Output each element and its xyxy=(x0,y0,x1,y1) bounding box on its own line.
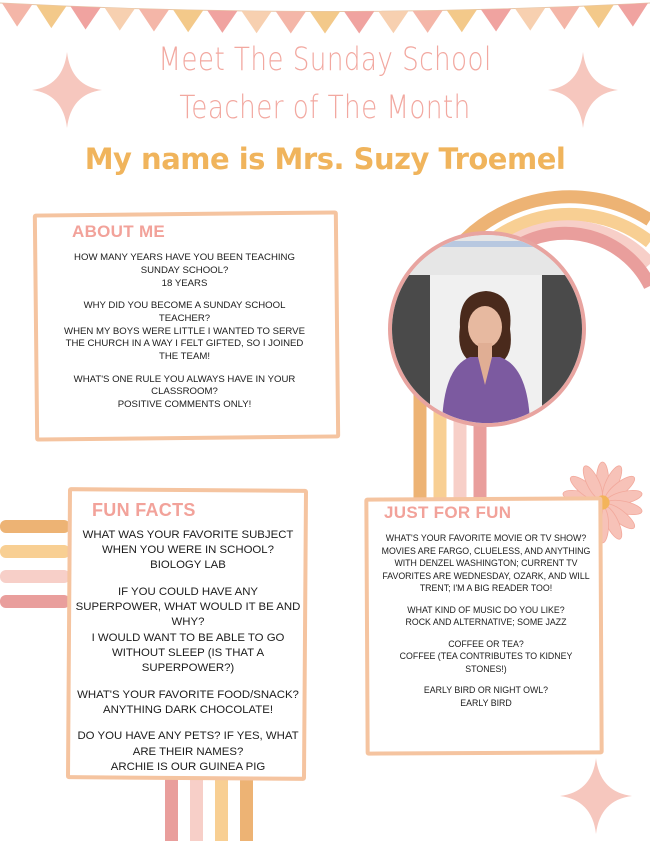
qa-question: DO YOU HAVE ANY PETS? IF YES, WHAT ARE THEIR NAMES? xyxy=(77,730,299,758)
fun-facts-title: FUN FACTS xyxy=(92,500,196,520)
bunting-flag xyxy=(549,6,579,29)
qa-question: COFFEE OR TEA? xyxy=(448,638,524,649)
qa-question: EARLY BIRD OR NIGHT OWL? xyxy=(423,685,549,696)
qa-answer: COFFEE (TEA CONTRIBUTES TO KIDNEY STONES!) xyxy=(399,651,573,674)
qa-answer: I WOULD WANT TO BE ABLE TO GO WITHOUT SLEEP (IS THAT A SUPERPOWER?) xyxy=(91,631,285,675)
bunting-flag xyxy=(207,10,237,32)
bunting-flag xyxy=(584,5,614,28)
bunting-flag xyxy=(344,11,374,33)
bunting-flag xyxy=(36,5,66,28)
qa-answer: ANYTHING DARK CHOCOLATE! xyxy=(102,703,274,716)
qa-answer: POSITIVE COMMENTS ONLY! xyxy=(117,399,252,411)
qa-question: WHAT'S ONE RULE YOU ALWAYS HAVE IN YOUR CLASSROOM? xyxy=(73,373,296,398)
qa-question: WHAT'S YOUR FAVORITE MOVIE OR TV SHOW? xyxy=(385,533,587,543)
qa-answer: WHEN MY BOYS WERE LITTLE I WANTED TO SERVE THE CHURCH IN A WAY I FELT GIFTED, SO I JOINED THE TEAM! xyxy=(64,325,305,363)
qa-answer: EARLY BIRD xyxy=(460,697,512,708)
stripe-decoration xyxy=(0,520,70,620)
bunting-flag xyxy=(173,10,203,33)
bunting-flag xyxy=(105,8,135,31)
bunting-decoration xyxy=(0,0,650,45)
qa-answer: 18 YEARS xyxy=(161,277,208,289)
just-for-fun-body xyxy=(378,532,594,710)
teacher-photo-illustration xyxy=(392,235,582,423)
teacher-name-heading: My name is Mrs. Suzy Troemel xyxy=(84,142,566,176)
bunting-flag xyxy=(310,11,340,33)
bunting-flag xyxy=(2,3,32,26)
qa-question: WHAT WAS YOUR FAVORITE SUBJECT WHEN YOU WERE IN SCHOOL? xyxy=(82,529,294,557)
page-title-line1: Meet The Sunday School xyxy=(158,40,492,78)
about-me-title: ABOUT ME xyxy=(72,222,166,241)
bunting-flag xyxy=(481,9,511,32)
teacher-photo xyxy=(388,231,586,427)
stripe-decoration xyxy=(165,770,255,841)
fun-facts-body xyxy=(74,528,302,775)
about-me-body xyxy=(62,252,307,412)
bunting-flag xyxy=(276,11,306,33)
sparkle-icon xyxy=(560,758,632,834)
bunting-flag xyxy=(70,6,100,29)
qa-question: WHAT KIND OF MUSIC DO YOU LIKE? xyxy=(407,604,565,615)
bunting-flag xyxy=(618,3,648,26)
qa-question: WHAT'S YOUR FAVORITE FOOD/SNACK? xyxy=(77,688,299,701)
bunting-flag xyxy=(515,8,545,31)
bunting-flag xyxy=(447,10,477,33)
just-for-fun-title: JUST FOR FUN xyxy=(384,503,512,522)
qa-answer: ROCK AND ALTERNATIVE; SOME JAZZ xyxy=(405,617,567,628)
qa-answer: ARCHIE IS OUR GUINEA PIG xyxy=(110,760,266,773)
qa-answer: MOVIES ARE FARGO, CLUELESS, AND ANYTHING WITH DENZEL WASHINGTON; CURRENT TV FAVORITES ARE WEDNESDAY, OZARK, AND WILL TRENT; I'M A BIG READER TOO! xyxy=(381,545,591,594)
bunting-flag xyxy=(139,9,169,32)
qa-question: WHY DID YOU BECOME A SUNDAY SCHOOL TEACHER? xyxy=(83,299,286,324)
bunting-flag xyxy=(241,11,271,33)
bunting-flag xyxy=(378,11,408,33)
page-title-line2: Teacher of The Month xyxy=(179,88,471,126)
bunting-flag xyxy=(413,10,443,32)
qa-question: HOW MANY YEARS HAVE YOU BEEN TEACHING SUNDAY SCHOOL? xyxy=(74,252,295,276)
qa-answer: BIOLOGY LAB xyxy=(150,559,226,572)
qa-question: IF YOU COULD HAVE ANY SUPERPOWER, WHAT WOULD IT BE AND WHY? xyxy=(75,586,301,629)
